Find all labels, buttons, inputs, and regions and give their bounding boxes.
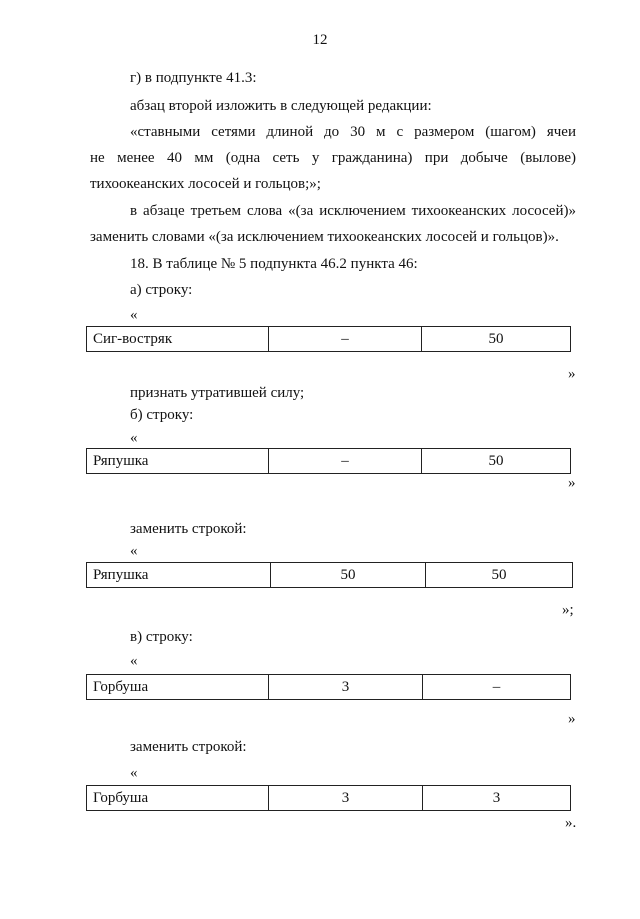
paragraph-replace-line-1: в абзаце третьем слова «(за исключением тихоокеанских лососей)» xyxy=(130,203,576,219)
quoted-text-line-2: не менее 40 мм (одна сеть у гражданина) при добыче (вылове) xyxy=(90,150,576,166)
subpoint-g-heading: г) в подпункте 41.3: xyxy=(130,70,257,86)
close-quote: » xyxy=(568,475,576,491)
cell-value-2: – xyxy=(423,675,571,700)
open-quote: « xyxy=(130,543,138,559)
cell-value-1: 3 xyxy=(269,786,423,811)
cell-species: Сиг-востряк xyxy=(87,327,269,352)
table-row-ryapushka-new xyxy=(86,562,573,588)
cell-value-1: – xyxy=(269,449,422,474)
cell-value-2: 50 xyxy=(426,563,573,588)
open-quote: « xyxy=(130,307,138,323)
page-number: 12 xyxy=(312,32,328,48)
quoted-text-line-3: тихоокеанских лососей и гольцов;»; xyxy=(90,176,321,192)
cell-species: Горбуша xyxy=(87,675,269,700)
cell-species: Ряпушка xyxy=(87,563,271,588)
open-quote: « xyxy=(130,765,138,781)
cell-species: Горбуша xyxy=(87,786,269,811)
cell-value-1: 50 xyxy=(271,563,426,588)
close-quote-semicolon: »; xyxy=(562,602,574,618)
cell-value-1: – xyxy=(269,327,422,352)
replace-with-row-label: заменить строкой: xyxy=(130,521,247,537)
replace-with-row-label: заменить строкой: xyxy=(130,739,247,755)
subitem-a-label: а) строку: xyxy=(130,282,193,298)
close-quote: » xyxy=(568,711,576,727)
open-quote: « xyxy=(130,653,138,669)
repeal-text: признать утратившей силу; xyxy=(130,385,305,401)
subitem-v-label: в) строку: xyxy=(130,629,193,645)
open-quote: « xyxy=(130,430,138,446)
table-row-sig-vostryak xyxy=(86,326,571,352)
subitem-b-label: б) строку: xyxy=(130,407,194,423)
paragraph-replace-line-2: заменить словами «(за исключением тихоокеанских лососей и гольцов)». xyxy=(90,229,559,245)
item-18-heading: 18. В таблице № 5 подпункта 46.2 пункта 46: xyxy=(130,256,418,272)
close-quote: » xyxy=(568,366,576,382)
cell-value-2: 50 xyxy=(422,327,571,352)
cell-value-2: 50 xyxy=(422,449,571,474)
table-row-ryapushka-old xyxy=(86,448,571,474)
close-quote-period: ». xyxy=(565,815,577,831)
paragraph-instruction: абзац второй изложить в следующей редакции: xyxy=(130,98,432,114)
cell-species: Ряпушка xyxy=(87,449,269,474)
quoted-text-line-1: «ставными сетями длиной до 30 м с размером (шагом) ячеи xyxy=(130,124,576,140)
cell-value-1: 3 xyxy=(269,675,423,700)
cell-value-2: 3 xyxy=(423,786,571,811)
table-row-gorbusha-new xyxy=(86,785,571,811)
table-row-gorbusha-old xyxy=(86,674,571,700)
